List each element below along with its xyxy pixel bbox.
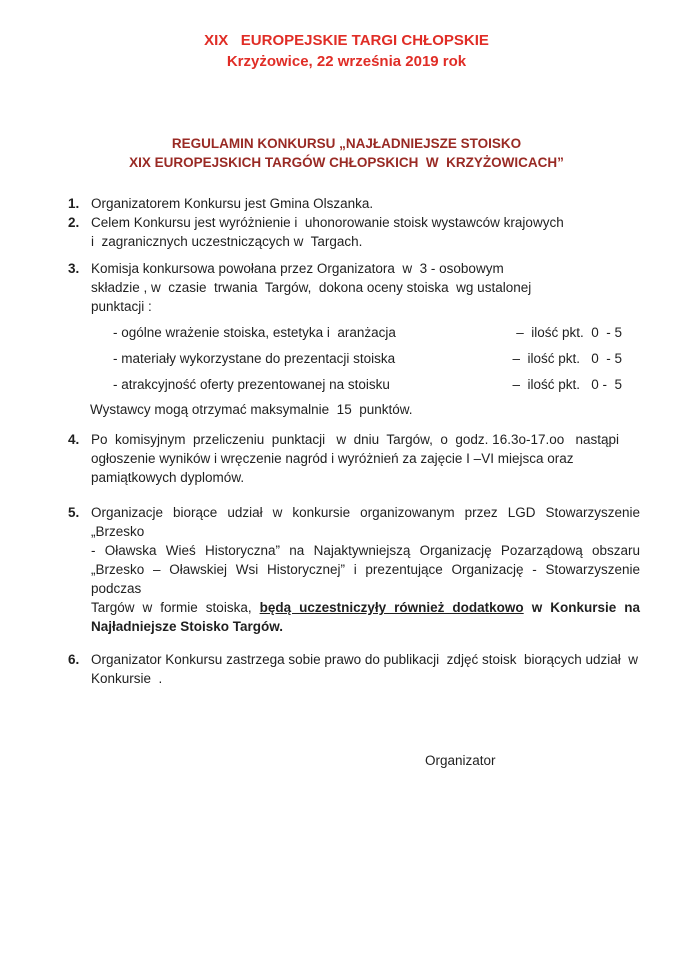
item-3-text-line-2: składzie , w czasie trwania Targów, dokona oceny stoiska wg ustalonej (91, 280, 532, 295)
criterion-3-points: – ilość pkt. 0 - 5 (512, 377, 622, 392)
list-item-6 (68, 650, 640, 688)
document-title-line-1: REGULAMIN KONKURSU „NAJŁADNIEJSZE STOISKO (171, 136, 522, 151)
list-item-2 (68, 213, 640, 251)
item-2-number: 2. (68, 215, 80, 230)
organizer-signature: Organizator (425, 753, 496, 768)
item-5-line-4-bold-underline-segment: będą uczestniczyły również dodatkowo (259, 600, 524, 615)
item-1-text: Organizatorem Konkursu jest Gmina Olszanka. (91, 196, 374, 211)
item-1-number: 1. (68, 196, 80, 211)
item-5-text-line-2: - Oławska Wieś Historyczna” na Najaktywniejszą Organizację Pozarządową obszaru (91, 543, 640, 558)
scoring-criterion-3 (68, 375, 640, 394)
list-item-5 (68, 503, 640, 636)
item-5-text-line-4 (91, 598, 640, 617)
item-5-text-line-3: „Brzesko – Oławskiej Wsi Historycznej” i prezentujące Organizację - Stowarzyszenie podczas (91, 562, 640, 596)
max-points-summary: Wystawcy mogą otrzymać maksymalnie 15 punktów. (90, 402, 413, 417)
item-4-text-line-3: pamiątkowych dyplomów. (91, 470, 245, 485)
item-3-number: 3. (68, 261, 80, 276)
criterion-2-points: – ilość pkt. 0 - 5 (512, 351, 622, 366)
item-3-text-line-3: punktacji : (91, 299, 152, 314)
item-6-text-line-1: Organizator Konkursu zastrzega sobie prawo do publikacji zdjęć stoisk biorących udział w (91, 652, 639, 667)
item-6-number: 6. (68, 652, 80, 667)
scoring-criterion-2 (68, 349, 640, 368)
item-2-text-line-2: i zagranicznych uczestniczących w Targach. (91, 234, 363, 249)
document-title (0, 134, 693, 172)
item-2-text-line-1: Celem Konkursu jest wyróżnienie i uhonorowanie stoisk wystawców krajowych (91, 215, 564, 230)
document-title-line-2: XIX EUROPEJSKICH TARGÓW CHŁOPSKICH W KRZYŻOWICACH” (129, 155, 564, 170)
item-4-text-line-1: Po komisyjnym przeliczeniu punktacji w dniu Targów, o godz. 16.3o-17.oo nastąpi (91, 432, 620, 447)
item-5-line-4-normal-segment: Targów w formie stoiska, (91, 600, 260, 615)
list-item-4 (68, 430, 640, 487)
item-3-text-line-1: Komisja konkursowa powołana przez Organizatora w 3 - osobowym (91, 261, 504, 276)
event-header-line-2: Krzyżowice, 22 września 2019 rok (226, 53, 467, 70)
item-4-text-line-2: ogłoszenie wyników i wręczenie nagród i wyróżnień za zajęcie I –VI miejsca oraz (91, 451, 574, 466)
list-item-3 (68, 259, 640, 316)
event-header-line-1: XIX EUROPEJSKIE TARGI CHŁOPSKIE (204, 32, 489, 49)
criterion-1-label: - ogólne wrażenie stoiska, estetyka i aranżacja (113, 325, 396, 340)
scoring-criterion-1 (68, 323, 640, 342)
item-5-line-4-bold-segment: w Konkursie na (523, 600, 640, 615)
item-6-text-line-2: Konkursie . (91, 671, 163, 686)
item-4-number: 4. (68, 432, 80, 447)
item-5-text-line-5: Najładniejsze Stoisko Targów. (91, 619, 284, 634)
list-item-1 (68, 194, 640, 213)
item-5-number: 5. (68, 505, 80, 520)
item-5-text-line-1: Organizacje biorące udział w konkursie organizowanym przez LGD Stowarzyszenie „Brzesko (91, 505, 640, 539)
regulation-body (0, 194, 693, 770)
criterion-2-label: - materiały wykorzystane do prezentacji stoiska (113, 351, 396, 366)
event-header (0, 0, 693, 72)
criterion-3-label: - atrakcyjność oferty prezentowanej na stoisku (113, 377, 390, 392)
criterion-1-points: – ilość pkt. 0 - 5 (516, 325, 622, 340)
